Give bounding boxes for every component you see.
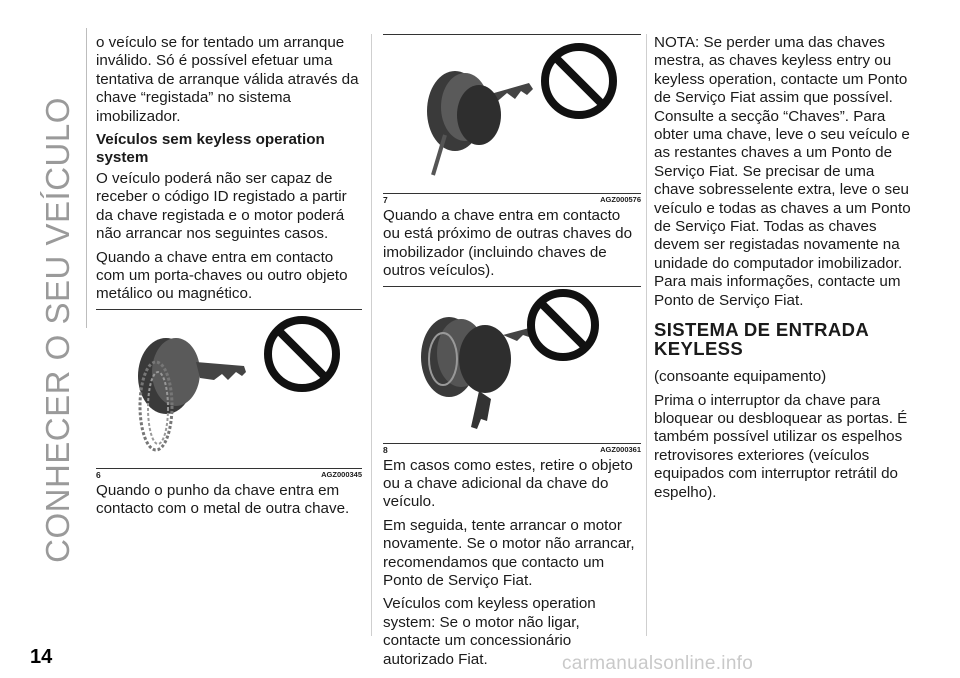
paragraph: o veículo se for tentado um arranque inválido. Só é possível efetuar uma tentativa de arranque válida através da chave “registada” no sistema imobilizador. [96, 34, 359, 125]
subheading: Veículos sem keyless operation system [96, 131, 325, 167]
figure-caption [383, 443, 641, 455]
figure-caption [96, 468, 362, 480]
column-divider [646, 34, 647, 636]
figure-number: 7 [383, 195, 388, 205]
keys-cluster-illustration [383, 287, 629, 443]
paragraph: Quando o punho da chave entra em contacto com o metal de outra chave. [96, 481, 350, 518]
section-heading: SISTEMA DE ENTRADA KEYLESS [654, 319, 869, 360]
paragraph: Em seguida, tente arrancar o motor novamente. Se o motor não arrancar, recomendamos que contacto um Ponto de Serviço Fiat. [383, 516, 635, 590]
figure-6 [96, 309, 362, 480]
key-fob-illustration [427, 71, 533, 175]
figure-code: AGZ000576 [600, 195, 641, 204]
page-number: 14 [30, 646, 53, 668]
figure-code: AGZ000345 [321, 469, 362, 479]
paragraph: Em casos como estes, retire o objeto ou a chave adicional da chave do veículo. [383, 456, 633, 511]
paragraph: Quando a chave entra em contacto com um porta-chaves ou outro objeto metálico ou magnético. [96, 248, 348, 303]
paragraph: NOTA: Se perder uma das chaves mestra, as chaves keyless entry ou keyless operation, contacte um Ponto de Serviço Fiat assim que possível. Consulte a secção “Chaves”. Para obter uma chave, leve o seu veículo e as restantes chaves a um Ponto de Serviço Fiat. Se precisar de uma chave sobresselente extra, leve o seu veículo e todas as chaves a um Ponto de Serviço Fiat. Todas as chaves devem ser registadas novamente na unidade do computador imobilizador. Para mais informações, contacte um Ponto de Serviço Fiat. [654, 34, 911, 309]
no-entry-icon [268, 320, 336, 388]
paragraph: Quando a chave entra em contacto ou está próximo de outras chaves do imobilizador (incluindo chaves de outros veículos). [383, 207, 633, 280]
section-side-title: CONHECER O SEU VEÍCULO [39, 97, 76, 563]
figure-number: 8 [383, 444, 388, 455]
figure-7 [383, 34, 641, 205]
figure-caption [383, 193, 641, 205]
figure-8 [383, 286, 641, 455]
column-1 [96, 34, 362, 524]
column-2 [383, 34, 641, 674]
figure-code: AGZ000361 [600, 444, 641, 454]
key-fob-illustration [421, 317, 535, 429]
column-3 [654, 34, 916, 507]
paragraph: (consoante equipamento) [654, 368, 827, 386]
no-entry-icon [545, 47, 613, 115]
key-fob-illustration [138, 338, 246, 450]
figure-number: 6 [96, 469, 101, 480]
two-keys-illustration [383, 35, 629, 193]
key-with-ring-illustration [96, 310, 354, 468]
paragraph: O veículo poderá não ser capaz de receber o código ID registado a partir da chave registada e o motor poderá não arrancar nos seguintes casos. [96, 170, 347, 243]
no-entry-icon [531, 293, 595, 357]
watermark: carmanualsonline.info [562, 653, 754, 674]
column-divider [371, 34, 372, 636]
side-divider [86, 28, 87, 328]
paragraph: Prima o interruptor da chave para bloquear ou desbloquear as portas. É também possível utilizar os espelhos retrovisores exteriores (veículos equipados com interruptor retrátil do espelho). [654, 391, 908, 501]
paragraph: Veículos com keyless operation system: Se o motor não ligar, contacte um concessionário autorizado Fiat. [383, 595, 596, 668]
